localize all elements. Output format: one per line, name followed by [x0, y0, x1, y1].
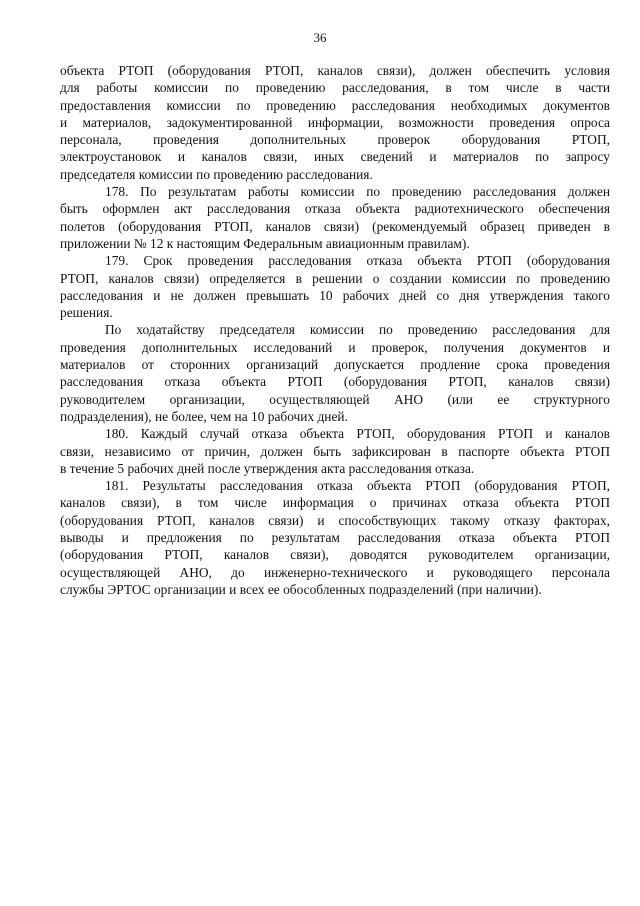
- text-line: предоставления комиссии по проведению расследования необходимых документов: [60, 97, 610, 113]
- page-number: 36: [313, 30, 327, 45]
- body-text: [60, 62, 610, 598]
- text-line: объекта РТОП (оборудования РТОП, каналов связи), должен обеспечить условия: [60, 63, 610, 78]
- text-line: выводы и предложения по результатам расследования отказа объекта РТОП: [60, 530, 610, 546]
- text-line: расследования и не должен превышать 10 рабочих дней со дня утверждения такого: [60, 287, 610, 303]
- text-line: связи, независимо от причин, должен быть зафиксирован в паспорте объекта РТОП: [60, 443, 610, 459]
- text-line: проведения дополнительных исследований и проверок, получения документов и: [60, 339, 610, 355]
- text-line: (оборудования РТОП, каналов связи) и способствующих такому отказу факторах,: [60, 512, 610, 528]
- paragraph-179: [60, 252, 610, 321]
- text-line: приложении № 12 к настоящим Федеральным авиационным правилам).: [60, 235, 470, 251]
- text-line: для работы комиссии по проведению расследования, в том числе в части: [60, 80, 610, 96]
- text-line: и материалов, задокументированной информации, возможности проведения опроса: [60, 114, 610, 130]
- text-line: 178. По результатам работы комиссии по проведению расследования должен: [105, 184, 610, 200]
- paragraph-continuation: [60, 62, 610, 183]
- text-line: службы ЭРТОС организации и всех ее обособленных подразделений (при наличии).: [60, 581, 542, 597]
- text-line: персонала, проведения дополнительных проверок оборудования РТОП,: [60, 132, 610, 148]
- text-line: каналов связи), в том числе информация о причинах отказа объекта РТОП: [60, 495, 610, 511]
- text-line: в течение 5 рабочих дней после утверждения акта расследования отказа.: [60, 460, 475, 476]
- paragraph-extension: [60, 321, 610, 425]
- text-line: осуществляющей АНО, до инженерно-технического и руководящего персонала: [60, 564, 610, 580]
- text-line: полетов (оборудования РТОП, каналов связи) (рекомендуемый образец приведен в: [60, 218, 610, 234]
- text-line: решения.: [60, 305, 113, 321]
- text-line: председателя комиссии по проведению расследования.: [60, 166, 373, 182]
- paragraph-178: [60, 183, 610, 252]
- text-line: подразделения), не более, чем на 10 рабочих дней.: [60, 408, 348, 424]
- paragraph-181: [60, 477, 610, 598]
- text-line: электроустановок и каналов связи, иных сведений и материалов по запросу: [60, 149, 610, 165]
- text-line: материалов от сторонних организаций допускается продление срока проведения: [60, 357, 610, 373]
- text-line: РТОП, каналов связи) определяется в решении о создании комиссии по проведению: [60, 270, 610, 286]
- text-line: быть оформлен акт расследования отказа объекта радиотехнического обеспечения: [60, 201, 610, 217]
- paragraph-180: [60, 425, 610, 477]
- text-line: 179. Срок проведения расследования отказа объекта РТОП (оборудования: [105, 253, 610, 269]
- text-line: руководителем организации, осуществляющей АНО (или ее структурного: [60, 391, 610, 407]
- text-line: 181. Результаты расследования отказа объекта РТОП (оборудования РТОП,: [105, 478, 610, 494]
- text-line: (оборудования РТОП, каналов связи), доводятся руководителем организации,: [60, 547, 610, 563]
- text-line: По ходатайству председателя комиссии по проведению расследования для: [105, 322, 610, 338]
- text-line: расследования отказа объекта РТОП (оборудования РТОП, каналов связи): [60, 374, 610, 390]
- text-line: 180. Каждый случай отказа объекта РТОП, оборудования РТОП и каналов: [105, 426, 610, 442]
